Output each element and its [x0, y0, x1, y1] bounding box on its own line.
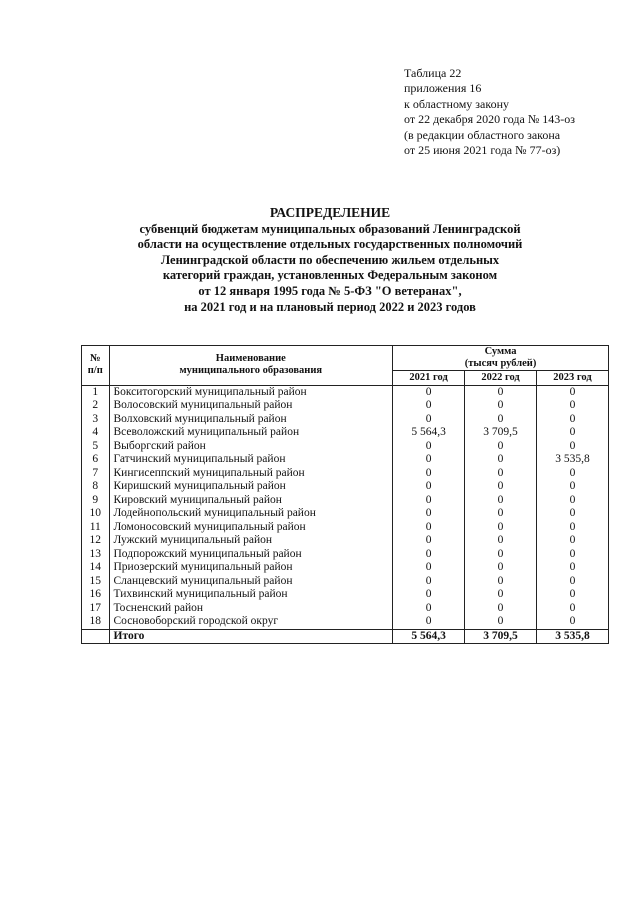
value-2021: 0 [393, 480, 465, 494]
appendix-note [404, 66, 575, 158]
value-2023: 0 [537, 467, 609, 481]
header-sum-line1: Сумма [484, 346, 517, 357]
table-row [82, 615, 609, 629]
distribution-table [81, 345, 609, 644]
row-number: 7 [82, 467, 110, 481]
table-row [82, 575, 609, 589]
value-2022: 0 [465, 480, 537, 494]
value-2023: 0 [537, 507, 609, 521]
value-2023: 0 [537, 426, 609, 440]
row-number: 14 [82, 561, 110, 575]
table-row [82, 602, 609, 616]
table-row [82, 385, 609, 399]
document-title [100, 205, 560, 315]
value-2021: 0 [393, 534, 465, 548]
header-municipality [109, 346, 393, 386]
value-2021: 0 [393, 507, 465, 521]
value-2023: 0 [537, 602, 609, 616]
value-2023: 0 [537, 534, 609, 548]
value-2021: 0 [393, 575, 465, 589]
header-year: 2022 год [465, 371, 537, 386]
value-2022: 0 [465, 588, 537, 602]
value-2022: 0 [465, 534, 537, 548]
value-2021: 0 [393, 548, 465, 562]
value-2023: 0 [537, 440, 609, 454]
value-2021: 0 [393, 385, 465, 399]
municipality-name: Тихвинский муниципальный район [109, 588, 393, 602]
row-number: 2 [82, 399, 110, 413]
value-2022: 0 [465, 413, 537, 427]
value-2023: 0 [537, 413, 609, 427]
total-row [82, 629, 609, 644]
municipality-name: Кингисеппский муниципальный район [109, 467, 393, 481]
note-line: от 22 декабря 2020 года № 143-оз [404, 112, 576, 127]
value-2023: 0 [537, 399, 609, 413]
total-2022: 3 709,5 [465, 629, 537, 644]
row-number: 18 [82, 615, 110, 629]
municipality-name: Сланцевский муниципальный район [109, 575, 393, 589]
value-2023: 0 [537, 494, 609, 508]
value-2023: 0 [537, 521, 609, 535]
title-line: категорий граждан, установленных Федеральным законом [162, 268, 498, 283]
municipality-name: Выборгский район [109, 440, 393, 454]
municipality-name: Волосовский муниципальный район [109, 399, 393, 413]
municipality-name: Тосненский район [109, 602, 393, 616]
value-2022: 0 [465, 385, 537, 399]
municipality-name: Всеволожский муниципальный район [109, 426, 393, 440]
value-2021: 5 564,3 [393, 426, 465, 440]
value-2021: 0 [393, 561, 465, 575]
note-line: приложения 16 [404, 81, 482, 96]
value-2022: 3 709,5 [465, 426, 537, 440]
value-2023: 0 [537, 575, 609, 589]
row-number: 9 [82, 494, 110, 508]
value-2021: 0 [393, 399, 465, 413]
table-row [82, 440, 609, 454]
value-2023: 0 [537, 548, 609, 562]
value-2022: 0 [465, 453, 537, 467]
value-2023: 0 [537, 588, 609, 602]
table-row [82, 507, 609, 521]
value-2022: 0 [465, 521, 537, 535]
municipality-name: Кировский муниципальный район [109, 494, 393, 508]
table-row [82, 467, 609, 481]
total-2023: 3 535,8 [537, 629, 609, 644]
title-line: от 12 января 1995 года № 5-ФЗ "О ветеранах", [198, 283, 462, 298]
title-heading: РАСПРЕДЕЛЕНИЕ [269, 205, 391, 220]
value-2022: 0 [465, 494, 537, 508]
table-row [82, 561, 609, 575]
value-2021: 0 [393, 467, 465, 481]
header-sum-line2: (тысяч рублей) [464, 358, 537, 369]
value-2023: 0 [537, 615, 609, 629]
value-2023: 3 535,8 [537, 453, 609, 467]
value-2022: 0 [465, 507, 537, 521]
value-2022: 0 [465, 561, 537, 575]
title-line: субвенций бюджетам муниципальных образований Ленинградской [139, 221, 521, 236]
header-municipality-line2: муниципального образования [179, 365, 323, 377]
note-line: от 25 июня 2021 года № 77-оз) [404, 143, 561, 158]
header-year: 2021 год [393, 371, 465, 386]
row-number: 13 [82, 548, 110, 562]
row-number: 1 [82, 385, 110, 399]
value-2021: 0 [393, 615, 465, 629]
municipality-name: Бокситогорский муниципальный район [109, 385, 393, 399]
value-2021: 0 [393, 588, 465, 602]
value-2021: 0 [393, 602, 465, 616]
header-number-line1: № [89, 353, 101, 365]
municipality-name: Киришский муниципальный район [109, 480, 393, 494]
row-number: 12 [82, 534, 110, 548]
value-2022: 0 [465, 548, 537, 562]
value-2022: 0 [465, 575, 537, 589]
table-row [82, 494, 609, 508]
municipality-name: Сосновоборский городской округ [109, 615, 393, 629]
value-2022: 0 [465, 399, 537, 413]
table-row [82, 588, 609, 602]
value-2023: 0 [537, 385, 609, 399]
municipality-name: Лодейнопольский муниципальный район [109, 507, 393, 521]
table-row [82, 548, 609, 562]
header-year: 2023 год [537, 371, 609, 386]
municipality-name: Лужский муниципальный район [109, 534, 393, 548]
header-number-line2: п/п [87, 365, 103, 377]
municipality-name: Волховский муниципальный район [109, 413, 393, 427]
value-2021: 0 [393, 494, 465, 508]
row-number: 10 [82, 507, 110, 521]
table-row [82, 399, 609, 413]
value-2021: 0 [393, 453, 465, 467]
title-line: Ленинградской области по обеспечению жильем отдельных [160, 252, 500, 267]
table-row [82, 480, 609, 494]
total-label: Итого [109, 629, 393, 644]
total-number-cell [82, 629, 110, 644]
row-number: 4 [82, 426, 110, 440]
note-line: Таблица 22 [404, 66, 462, 80]
value-2023: 0 [537, 561, 609, 575]
row-number: 5 [82, 440, 110, 454]
row-number: 6 [82, 453, 110, 467]
header-number [82, 346, 110, 386]
municipality-name: Гатчинский муниципальный район [109, 453, 393, 467]
value-2022: 0 [465, 602, 537, 616]
total-2021: 5 564,3 [393, 629, 465, 644]
value-2021: 0 [393, 440, 465, 454]
note-line: (в редакции областного закона [404, 127, 561, 142]
value-2021: 0 [393, 413, 465, 427]
header-sum [393, 346, 609, 371]
table-row [82, 453, 609, 467]
title-line: области на осуществление отдельных государственных полномочий [137, 237, 523, 252]
value-2022: 0 [465, 615, 537, 629]
header-municipality-line1: Наименование [215, 353, 286, 365]
municipality-name: Подпорожский муниципальный район [109, 548, 393, 562]
row-number: 3 [82, 413, 110, 427]
value-2022: 0 [465, 467, 537, 481]
table-row [82, 426, 609, 440]
row-number: 16 [82, 588, 110, 602]
value-2022: 0 [465, 440, 537, 454]
value-2023: 0 [537, 480, 609, 494]
table-row [82, 521, 609, 535]
municipality-name: Приозерский муниципальный район [109, 561, 393, 575]
row-number: 15 [82, 575, 110, 589]
municipality-name: Ломоносовский муниципальный район [109, 521, 393, 535]
table-row [82, 534, 609, 548]
note-line: к областному закону [404, 96, 510, 111]
row-number: 17 [82, 602, 110, 616]
row-number: 11 [82, 521, 110, 535]
table-row [82, 413, 609, 427]
row-number: 8 [82, 480, 110, 494]
value-2021: 0 [393, 521, 465, 535]
title-line: на 2021 год и на плановый период 2022 и 2023 годов [184, 299, 476, 314]
